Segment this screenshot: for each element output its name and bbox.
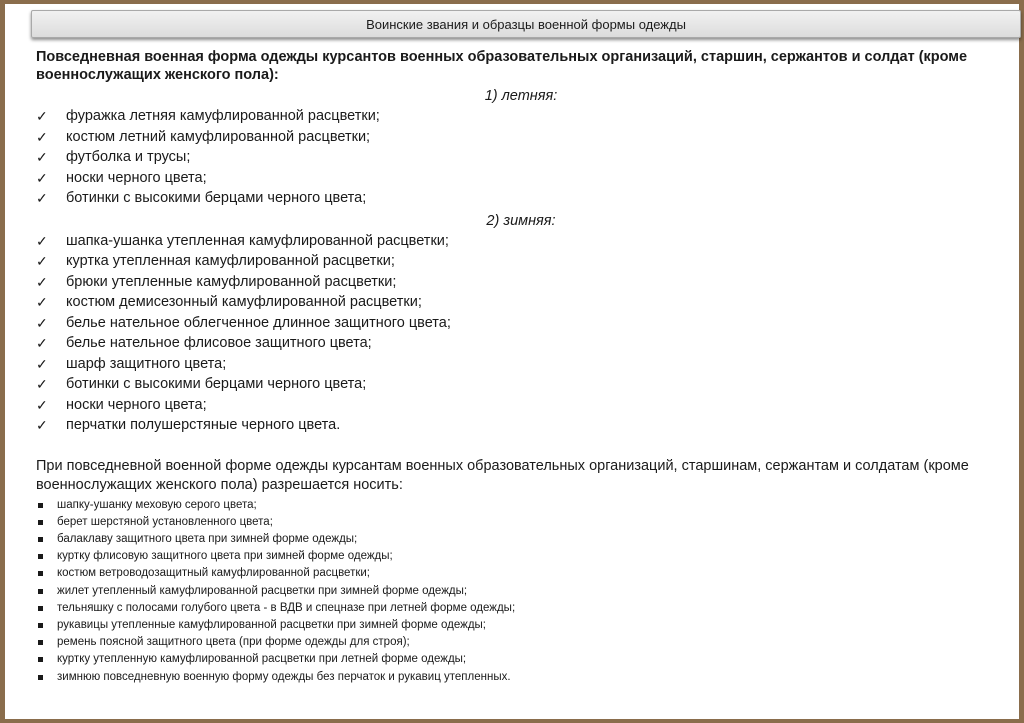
checkmark-icon: ✓ — [36, 294, 48, 310]
square-bullet-icon — [38, 589, 43, 594]
list-item-text: берет шерстяной установленного цвета; — [57, 515, 273, 528]
square-bullet-icon — [38, 606, 43, 611]
checkmark-icon: ✓ — [36, 376, 48, 392]
list-item-text: зимнюю повседневную военную форму одежды без перчаток и рукавиц утепленных. — [57, 670, 511, 683]
list-item — [36, 669, 1006, 686]
list-item — [36, 231, 1006, 252]
list-item — [36, 272, 1006, 293]
list-item — [36, 531, 1006, 548]
list-item-text: жилет утепленный камуфлированной расцветки при зимней форме одежды; — [57, 584, 468, 597]
checkmark-icon: ✓ — [36, 314, 48, 331]
checkmark-icon: ✓ — [36, 108, 48, 124]
list-item — [36, 634, 1006, 651]
list-item-text: тельняшку с полосами голубого цвета - в ВДВ и спецназе при летней форме одежды; — [57, 601, 516, 614]
checkmark-icon: ✓ — [36, 128, 48, 145]
list-item-text: куртка утепленная камуфлированной расцветки; — [66, 253, 395, 269]
list-item-text: футболка и трусы; — [66, 149, 191, 165]
allowed-list — [36, 497, 1006, 686]
list-item — [36, 514, 1006, 531]
square-bullet-icon — [38, 657, 43, 662]
square-bullet-icon — [38, 675, 43, 680]
list-item-text: фуражка летняя камуфлированной расцветки; — [66, 108, 380, 124]
list-item-text: куртку утепленную камуфлированной расцветки при летней форме одежды; — [57, 653, 467, 666]
list-item — [36, 374, 1006, 395]
checkmark-icon: ✓ — [36, 190, 48, 206]
list-item — [36, 651, 1006, 668]
allowed-intro: При повседневной военной форме одежды курсантам военных образовательных организаций, старшинам, сержантам и солдатам (кроме военнослужащих женского пола) разрешается носить: — [36, 457, 969, 493]
checkmark-icon: ✓ — [36, 149, 48, 165]
list-item — [36, 617, 1006, 634]
list-item — [36, 106, 1006, 127]
list-item-text: рукавицы утепленные камуфлированной расцветки при зимней форме одежды; — [57, 618, 486, 631]
square-bullet-icon — [38, 554, 43, 559]
list-item-text: шапка-ушанка утепленная камуфлированной расцветки; — [66, 232, 449, 249]
list-item-text: костюм ветроводозащитный камуфлированной расцветки; — [57, 567, 370, 580]
square-bullet-icon — [38, 571, 43, 576]
checkmark-icon: ✓ — [36, 232, 48, 249]
list-item-text: балаклаву защитного цвета при зимней форме одежды; — [57, 532, 358, 545]
list-item — [36, 354, 1006, 375]
winter-heading: 2) зимняя: — [486, 212, 556, 229]
list-item-text: ботинки с высокими берцами черного цвета; — [66, 376, 367, 392]
square-bullet-icon — [38, 520, 43, 525]
list-item — [36, 251, 1006, 272]
slide-title: Воинские звания и образцы военной формы одежды — [366, 16, 686, 32]
list-item — [36, 497, 1006, 514]
winter-list — [36, 231, 1006, 436]
square-bullet-icon — [38, 623, 43, 628]
list-item — [36, 583, 1006, 600]
list-item — [36, 188, 1006, 209]
square-bullet-icon — [38, 640, 43, 645]
checkmark-icon: ✓ — [36, 169, 48, 186]
square-bullet-icon — [38, 537, 43, 542]
checkmark-icon: ✓ — [36, 355, 48, 372]
slide — [5, 4, 1019, 719]
list-item-text: носки черного цвета; — [66, 396, 207, 413]
list-item-text: ремень поясной защитного цвета (при форме одежды для строя); — [57, 636, 410, 649]
checkmark-icon: ✓ — [36, 335, 48, 351]
square-bullet-icon — [38, 503, 43, 508]
list-item-text: ботинки с высокими берцами черного цвета; — [66, 190, 367, 206]
checkmark-icon: ✓ — [36, 273, 48, 290]
content — [36, 48, 1006, 686]
summer-list — [36, 106, 1006, 209]
list-item-text: шарф защитного цвета; — [66, 355, 227, 372]
list-item — [36, 292, 1006, 313]
list-item-text: перчатки полушерстяные черного цвета. — [66, 417, 341, 433]
list-item — [36, 395, 1006, 416]
intro-paragraph: Повседневная военная форма одежды курсантов военных образовательных организаций, старшин, сержантов и солдат (кроме военнослужащих женского пола): — [36, 49, 968, 83]
list-item-text: белье нательное облегченное длинное защитного цвета; — [66, 314, 451, 331]
list-item-text: костюм летний камуфлированной расцветки; — [66, 128, 371, 145]
list-item-text: брюки утепленные камуфлированной расцветки; — [66, 273, 397, 290]
checkmark-icon: ✓ — [36, 253, 48, 269]
checkmark-icon: ✓ — [36, 417, 48, 433]
list-item — [36, 548, 1006, 565]
list-item-text: носки черного цвета; — [66, 169, 207, 186]
summer-heading: 1) летняя: — [484, 88, 558, 104]
list-item — [36, 147, 1006, 168]
checkmark-icon: ✓ — [36, 396, 48, 413]
list-item — [36, 600, 1006, 617]
list-item-text: шапку-ушанку меховую серого цвета; — [57, 498, 257, 511]
list-item — [36, 313, 1006, 334]
list-item — [36, 168, 1006, 189]
list-item-text: куртку флисовую защитного цвета при зимней форме одежды; — [57, 550, 393, 563]
list-item-text: белье нательное флисовое защитного цвета; — [66, 335, 372, 351]
list-item — [36, 127, 1006, 148]
list-item — [36, 565, 1006, 582]
list-item — [36, 333, 1006, 354]
list-item-text: костюм демисезонный камуфлированной расцветки; — [66, 294, 422, 310]
title-bar — [31, 10, 1021, 38]
list-item — [36, 415, 1006, 436]
